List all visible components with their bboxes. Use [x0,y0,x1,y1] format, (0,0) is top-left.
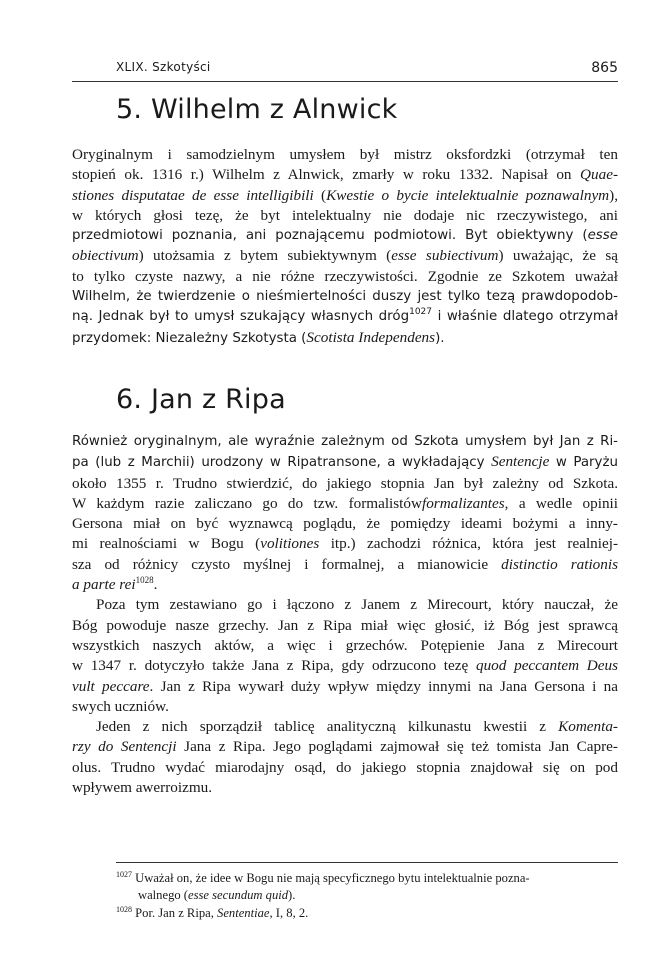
text-line: rzy do Sentencji Jana z Ripa. Jego poglądami zajmował się też tomista Jan Capre- [72,738,618,756]
text-line: w których głosi tezę, że byt intelektualny nie dodaje nic rzeczywistego, ani [72,206,618,224]
footnote-ref-1027: 1027 [409,307,432,318]
text-line: w 1347 r. dotyczyło także Jana z Ripa, gdy odrzucono tezę quod peccantem Deus [72,657,618,675]
text-line: Wilhelm, że twierdzenie o nieśmiertelności duszy jest tylko tezą prawdopodob- [72,289,618,305]
chapter-title: XLIX. Szkotyści [116,60,211,74]
footnote-ref-1028: 1028 [135,575,154,586]
text-line: Bóg powoduje nasze grzechy. Jan z Ripa miał więc głosić, iż Bóg jest sprawcą [72,616,618,634]
footnote-divider [116,862,618,863]
section-body-wilhelm [72,145,618,349]
text-line: Gersona miał on być wyznawcą poglądu, że pomiędzy ideami bożymi a inny- [72,515,618,533]
text-line: ną. Jednak był to umysł szukający własnych dróg$^{1027}$ i właśnie dlatego otrzymał [72,307,618,325]
text-line: wszystkich naszych aktów, a więc i grzechów. Potępienie Jana z Mirecourt [72,636,618,654]
text-line: Jeden z nich sporządził tablicę analityczną kilkunastu kwestii z Komenta- [96,718,618,736]
text-line: wpływem awerroizmu. [72,779,213,797]
text-line: Również oryginalnym, ale wyraźnie zależnym od Szkota umysłem był Jan z Ri- [72,434,618,449]
text-line: pa (lub z Marchii) urodzony w Ripatransone, a wykładający Sentencje w Paryżu [72,453,618,471]
text-line: obiectivum) utożsamia z bytem subiektywnym (esse subiectivum) uważając, że są [72,247,618,265]
text-line: Poza tym zestawiano go i łączono z Janem z Mirecourt, który nauczał, że [96,596,618,614]
text-line: vult peccare. Jan z Ripa wywarł duży wpływ między innymi na Jana Gersona i na [72,677,618,695]
text-line: stopień ok. 1316 r.) Wilhelm z Alnwick, zmarły w roku 1332. Napisał on Quae- [72,166,619,184]
text-line: przedmiotowi poznania, ani poznającemu podmiotowi. Byt obiektywny (esse [72,228,618,244]
text-line: przydomek: Niezależny Szkotysta (Scotista Independens). [72,328,445,346]
section-heading-wilhelm: 5. Wilhelm z Alnwick [116,94,398,125]
footnote-number: 1028 [116,904,132,914]
footnotes [116,870,618,922]
section-body-jan-z-ripa [72,432,618,798]
footnote-1027-cont: walnego (esse secundum quid). [138,888,296,903]
page-number: 865 [591,60,618,76]
footnote-number: 1027 [116,870,132,879]
text-line: a parte rei$^{1028}$. [72,575,158,594]
running-head [72,60,618,82]
text-line: sza od różnicy czysto myślnej i formalnej, a mianowicie distinctio rationis [72,555,619,573]
text-line: swych uczniów. [72,697,169,715]
text-line: Oryginalnym i samodzielnym umysłem był mistrz oksfordzki (otrzymał ten [72,146,618,163]
text-line: mi realnościami w Bogu (volitiones itp.) zachodzi różnica, która jest realniej- [72,535,618,553]
text-line: około 1355 r. Trudno stwierdzić, do jakiego stopnia Jan był zależny od Szkota. [72,474,618,492]
text-line: W każdym razie zaliczano go do tzw. formalistówformalizantes, a wedle opinii [72,494,618,512]
text-line: olus. Trudno wydać miarodajny osąd, do jakiego stopnia znajdował się on pod [72,758,618,776]
text-line: to tylko czyste nazwy, a nie różne rzeczywistości. Zgodnie ze Szkotem uważał [72,267,618,285]
section-heading-jan-z-ripa: 6. Jan z Ripa [116,384,286,415]
footnote-1027: $^{1027}$ Uważał on, że idee w Bogu nie mają specyficznego bytu intelektualnie pozna- [116,870,530,885]
footnote-1028: $^{1028}$ Por. Jan z Ripa, Sententiae, I, 8, 2. [116,904,309,920]
text-line: stiones disputatae de esse intelligibili (Kwestie o bycie intelektualnie poznawalnym), [72,186,619,204]
